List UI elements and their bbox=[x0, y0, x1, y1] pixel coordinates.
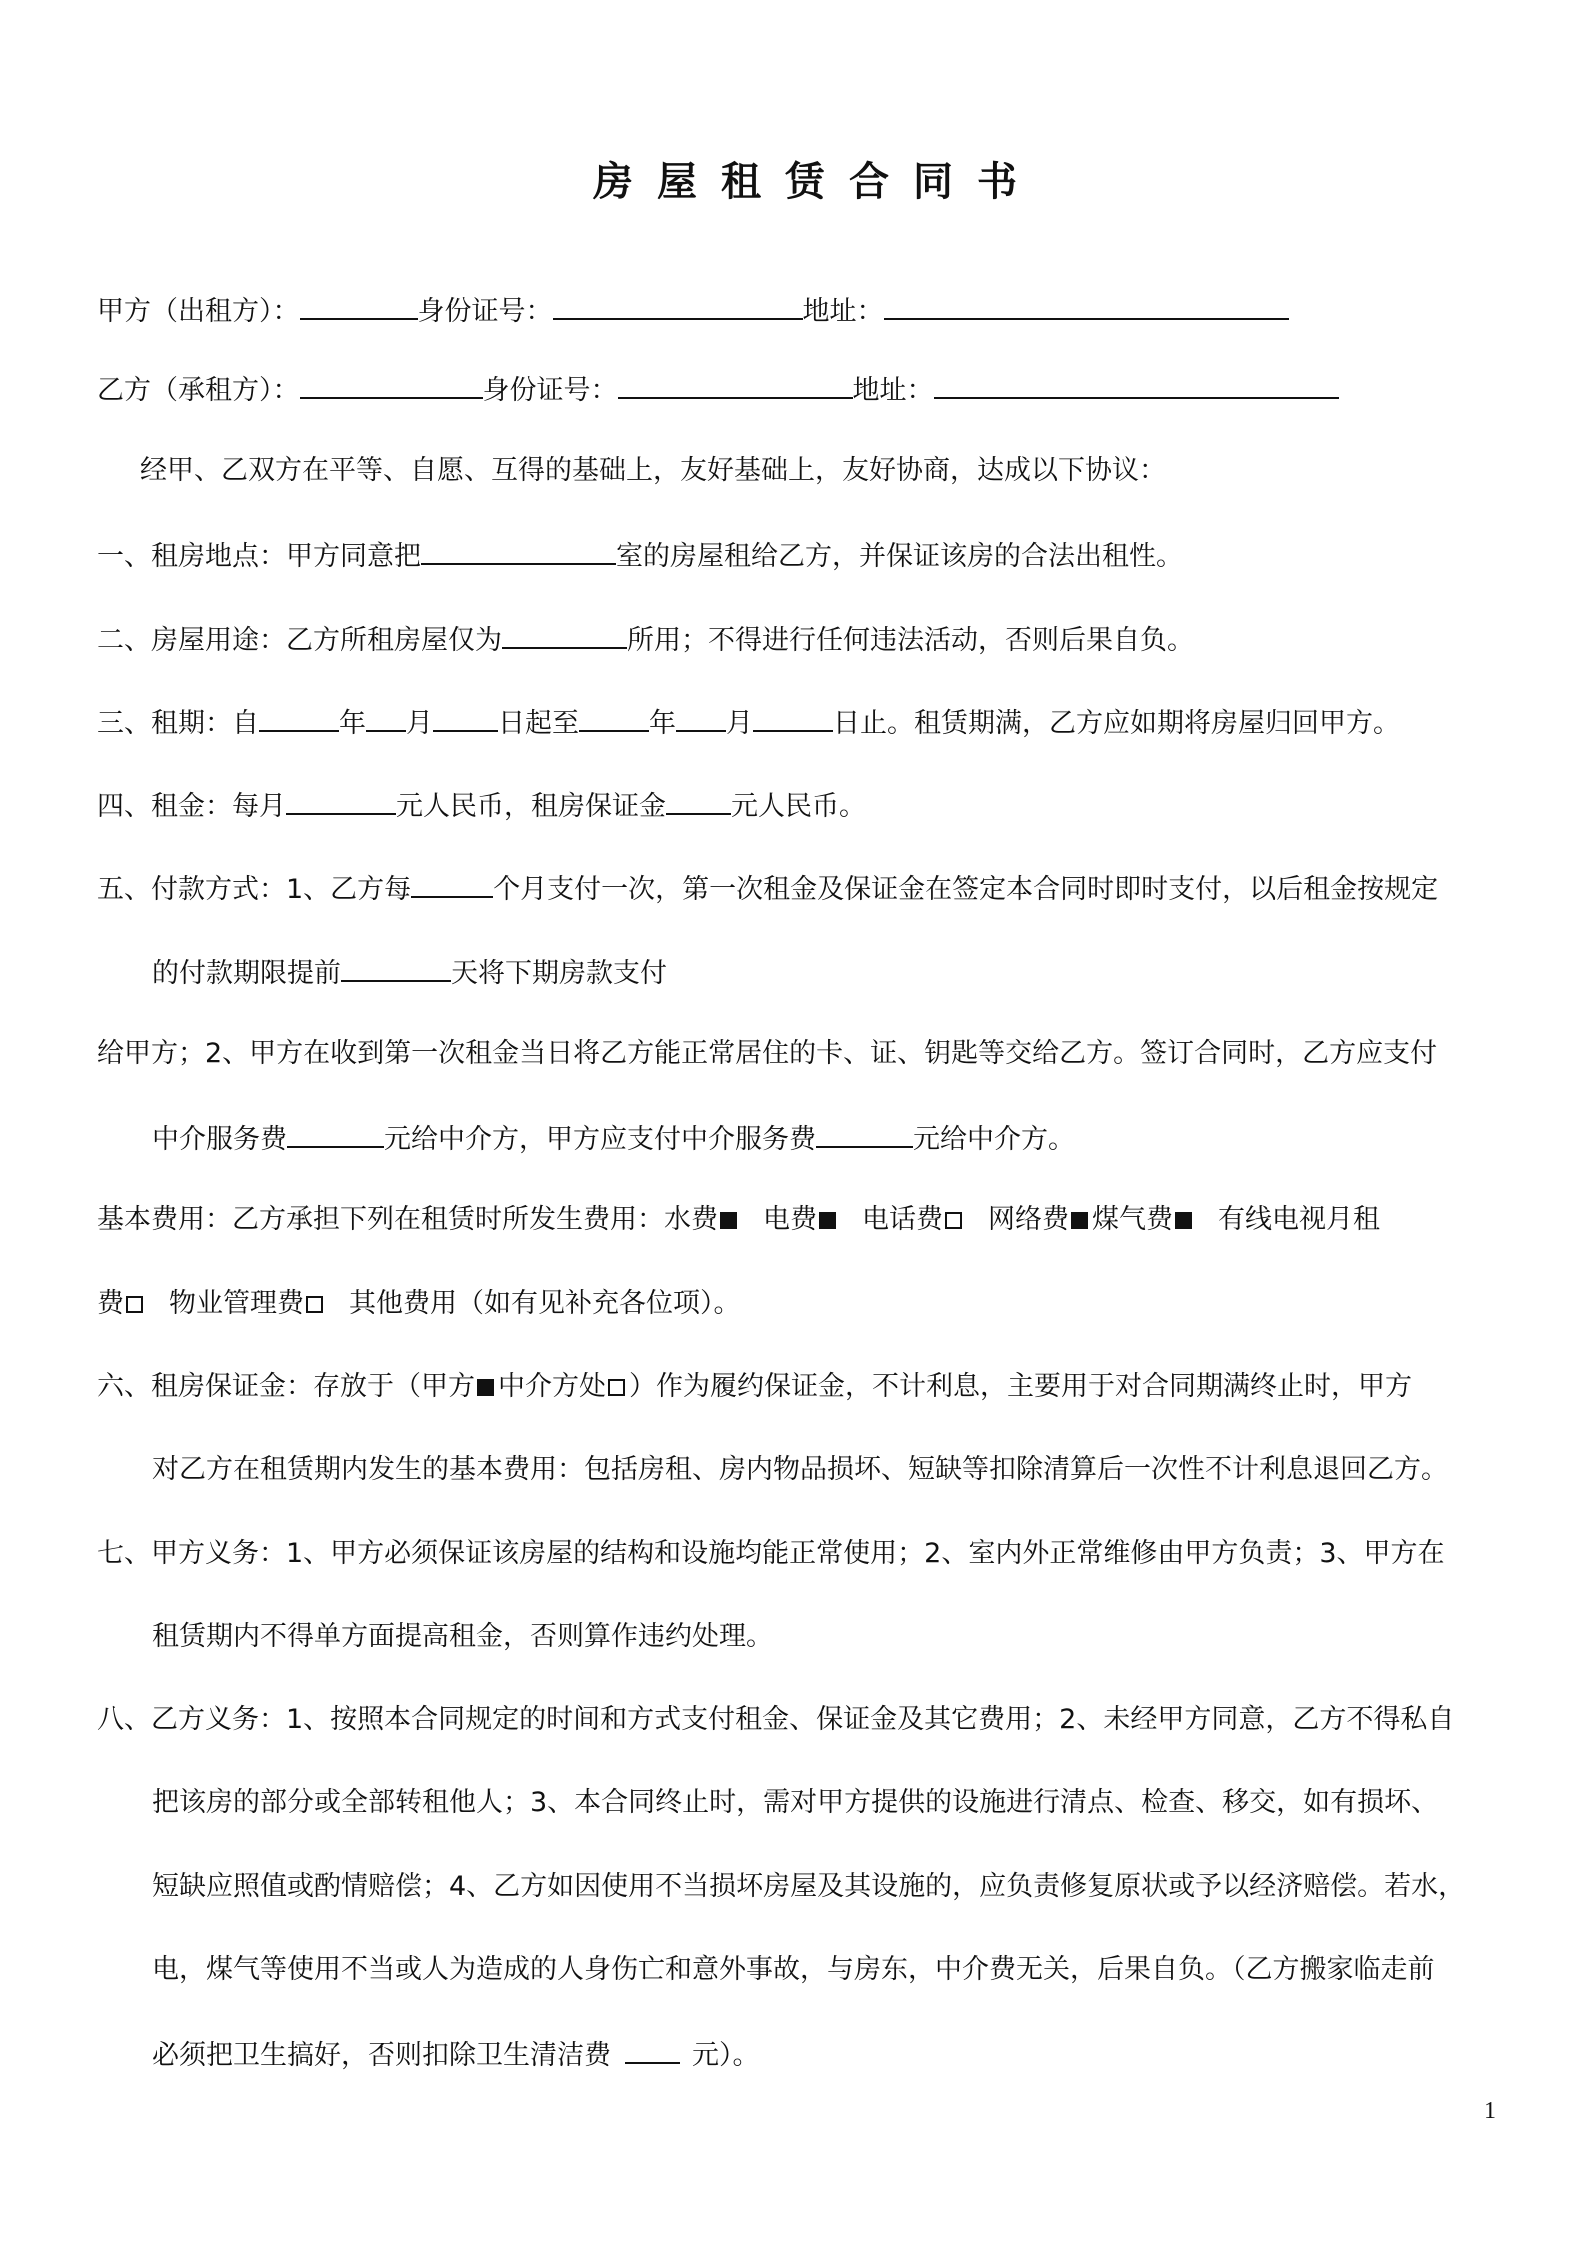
property-fee-label: 物业管理费 bbox=[169, 1288, 304, 1319]
start-year-field[interactable] bbox=[259, 704, 339, 732]
cleaning-fee-field[interactable] bbox=[625, 2036, 680, 2064]
usage-field[interactable] bbox=[502, 621, 627, 649]
start-month-field[interactable] bbox=[366, 704, 406, 732]
clause-8-line-3: 短缺应照值或酌情赔偿；4、乙方如因使用不当损坏房屋及其设施的，应负责修复原状或予以经济赔偿。若水， bbox=[152, 1871, 1466, 1902]
clause-7-line-1: 七、甲方义务：1、甲方必须保证该房屋的结构和设施均能正常使用；2、室内外正常维修由甲方负责；3、甲方在 bbox=[97, 1538, 1445, 1569]
party-a-addr-label: 地址： bbox=[802, 296, 884, 327]
clause-3-text-a: 三、租期：自 bbox=[97, 708, 259, 739]
clause-8-line-1: 八、乙方义务：1、按照本合同规定的时间和方式支付租金、保证金及其它费用；2、未经甲方同意，乙方不得私自 bbox=[97, 1704, 1455, 1735]
day-from-label: 日起至 bbox=[498, 708, 579, 739]
deposit-agency-checkbox[interactable] bbox=[608, 1379, 625, 1396]
network-fee-checkbox[interactable] bbox=[1071, 1212, 1088, 1229]
cable-fee-label: 有线电视月租 bbox=[1218, 1204, 1380, 1235]
gas-fee-checkbox[interactable] bbox=[1175, 1212, 1192, 1229]
year-label: 年 bbox=[649, 708, 676, 739]
clause-3-text-b: 日止。租赁期满，乙方应如期将房屋归回甲方。 bbox=[833, 708, 1400, 739]
clause-6-text-a: 六、租房保证金：存放于（甲方 bbox=[97, 1371, 475, 1402]
electric-fee-checkbox[interactable] bbox=[819, 1212, 836, 1229]
party-a-line bbox=[97, 292, 1496, 329]
tenant-agency-fee-field[interactable] bbox=[287, 1120, 384, 1148]
deposit-landlord-checkbox[interactable] bbox=[477, 1379, 494, 1396]
deposit-field[interactable] bbox=[666, 787, 731, 815]
clause-1 bbox=[97, 537, 1496, 574]
end-day-field[interactable] bbox=[753, 704, 833, 732]
clause-5-text-b: 个月支付一次，第一次租金及保证金在签定本合同时即时支付，以后租金按规定 bbox=[493, 874, 1439, 905]
clause-6-line-2: 对乙方在租赁期内发生的基本费用：包括房租、房内物品损坏、短缺等扣除清算后一次性不计利息退回乙方。 bbox=[152, 1454, 1448, 1485]
clause-8-text-f: 元）。 bbox=[692, 2040, 760, 2071]
party-a-id-field[interactable] bbox=[553, 292, 803, 320]
advance-days-field[interactable] bbox=[341, 954, 451, 982]
clause-8-text-e: 必须把卫生搞好，否则扣除卫生清洁费 bbox=[152, 2040, 611, 2071]
fees-line-2 bbox=[97, 1287, 1496, 1321]
clause-3 bbox=[97, 704, 1496, 741]
clause-7-line-2: 租赁期内不得单方面提高租金，否则算作违约处理。 bbox=[152, 1621, 773, 1652]
network-fee-label: 网络费 bbox=[988, 1204, 1069, 1235]
clause-5-line-3: 给甲方；2、甲方在收到第一次租金当日将乙方能正常居住的卡、证、钥匙等交给乙方。签订合同时，乙方应支付 bbox=[97, 1038, 1438, 1069]
clause-8-line-2: 把该房的部分或全部转租他人；3、本合同终止时，需对甲方提供的设施进行清点、检查、移交，如有损坏、 bbox=[152, 1787, 1439, 1818]
clause-2 bbox=[97, 621, 1496, 658]
clause-1-text-b: 室的房屋租给乙方，并保证该房的合法出租性。 bbox=[616, 541, 1183, 572]
end-year-field[interactable] bbox=[579, 704, 649, 732]
month-label: 月 bbox=[726, 708, 753, 739]
phone-fee-label: 电话费 bbox=[862, 1204, 943, 1235]
month-label: 月 bbox=[406, 708, 433, 739]
cable-fee-checkbox[interactable] bbox=[126, 1296, 143, 1313]
phone-fee-checkbox[interactable] bbox=[945, 1212, 962, 1229]
clause-5-line-2 bbox=[152, 954, 1496, 991]
clause-5-text-f: 中介服务费 bbox=[152, 1124, 287, 1155]
clause-6-text-c: ）作为履约保证金，不计利息，主要用于对合同期满终止时，甲方 bbox=[629, 1371, 1412, 1402]
clause-6-text-b: 中介方处 bbox=[498, 1371, 606, 1402]
end-month-field[interactable] bbox=[676, 704, 726, 732]
water-fee-label: 水费 bbox=[664, 1204, 718, 1235]
other-fee-text: 其他费用（如有见补充各位项）。 bbox=[349, 1288, 741, 1319]
party-a-name-field[interactable] bbox=[300, 292, 418, 320]
clause-5-text-c: 的付款期限提前 bbox=[152, 958, 341, 989]
monthly-rent-field[interactable] bbox=[286, 787, 396, 815]
party-b-label: 乙方（承租方）： bbox=[97, 375, 300, 406]
gas-fee-label: 煤气费 bbox=[1092, 1204, 1173, 1235]
party-a-id-label: 身份证号： bbox=[417, 296, 553, 327]
party-a-address-field[interactable] bbox=[884, 292, 1289, 320]
property-fee-checkbox[interactable] bbox=[306, 1296, 323, 1313]
clause-6-line-1 bbox=[97, 1370, 1496, 1404]
fees-lead-text: 基本费用：乙方承担下列在租赁时所发生费用： bbox=[97, 1204, 664, 1235]
intro-text: 经甲、乙双方在平等、自愿、互得的基础上，友好基础上，友好协商，达成以下协议： bbox=[140, 455, 1166, 486]
party-b-line bbox=[97, 371, 1496, 408]
clause-5-text-h: 元给中介方。 bbox=[913, 1124, 1075, 1155]
clause-5-text-d: 天将下期房款支付 bbox=[451, 958, 667, 989]
party-b-id-label: 身份证号： bbox=[482, 375, 618, 406]
clause-1-text-a: 一、租房地点：甲方同意把 bbox=[97, 541, 421, 572]
party-b-id-field[interactable] bbox=[618, 371, 853, 399]
payment-period-field[interactable] bbox=[411, 870, 493, 898]
clause-4-text-b: 元人民币，租房保证金 bbox=[396, 791, 666, 822]
electric-fee-label: 电费 bbox=[763, 1204, 817, 1235]
start-day-field[interactable] bbox=[433, 704, 498, 732]
clause-8-line-5 bbox=[152, 2036, 1496, 2073]
party-b-name-field[interactable] bbox=[300, 371, 483, 399]
clause-2-text-b: 所用；不得进行任何违法活动，否则后果自负。 bbox=[627, 625, 1194, 656]
cable-fee-label-cont: 费 bbox=[97, 1288, 124, 1319]
clause-4 bbox=[97, 787, 1496, 824]
landlord-agency-fee-field[interactable] bbox=[816, 1120, 913, 1148]
clause-4-text-a: 四、租金：每月 bbox=[97, 791, 286, 822]
clause-5-line-1 bbox=[97, 870, 1496, 907]
water-fee-checkbox[interactable] bbox=[720, 1212, 737, 1229]
room-number-field[interactable] bbox=[421, 537, 616, 565]
clause-8-line-4: 电，煤气等使用不当或人为造成的人身伤亡和意外事故，与房东，中介费无关，后果自负。（乙方搬家临走前 bbox=[152, 1954, 1435, 1985]
fees-line-1 bbox=[97, 1203, 1496, 1237]
clause-5-text-g: 元给中介方，甲方应支付中介服务费 bbox=[384, 1124, 816, 1155]
year-label: 年 bbox=[339, 708, 366, 739]
clause-2-text-a: 二、房屋用途：乙方所租房屋仅为 bbox=[97, 625, 502, 656]
page-number: 1 bbox=[1484, 2098, 1496, 2124]
clause-5-text-a: 五、付款方式：1、乙方每 bbox=[97, 874, 412, 905]
clause-4-text-c: 元人民币。 bbox=[731, 791, 866, 822]
party-b-address-field[interactable] bbox=[934, 371, 1339, 399]
page-title: 房屋租赁合同书 bbox=[593, 159, 1041, 205]
party-b-addr-label: 地址： bbox=[852, 375, 934, 406]
clause-5-line-4 bbox=[152, 1120, 1496, 1157]
party-a-label: 甲方（出租方）： bbox=[97, 296, 300, 327]
